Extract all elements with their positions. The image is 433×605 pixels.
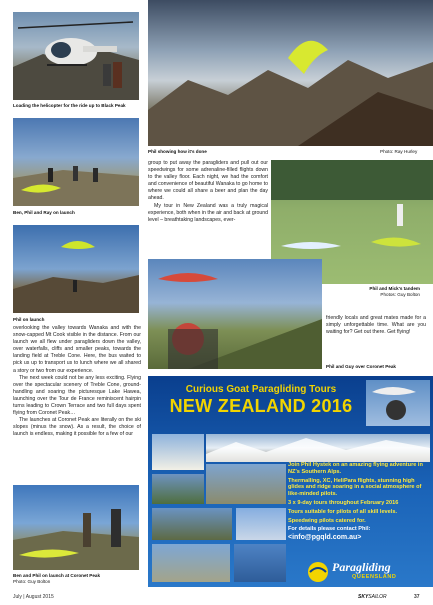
helicopter-illustration: [13, 12, 139, 100]
brand-sailor: SAILOR: [368, 594, 387, 600]
ad-photo-goat: [366, 380, 430, 426]
photo-phil-showing: [148, 0, 433, 146]
credit-guy-2: Photo: Guy Bolton: [13, 579, 51, 584]
launch-scene: [13, 118, 139, 206]
ad-photo-glider-3: [236, 508, 286, 540]
footer-issue-date: July | August 2015: [13, 594, 54, 600]
caption-phil-launch: Phil on launch: [13, 317, 45, 322]
caption-phil-showing: Phil showing how it's done: [148, 149, 207, 154]
brand-sky: SKY: [358, 594, 369, 600]
caption-ben-phil-coronet: Ben and Phil on launch at Coronet Peak: [13, 573, 101, 578]
ad-title-nz: NEW ZEALAND 2016: [169, 396, 353, 416]
ad-photo-mountains: [206, 434, 430, 462]
ad-line: 3 x 9-day tours throughout February 2016: [288, 499, 399, 506]
logo-sub-text: QUEENSLAND: [352, 574, 397, 580]
flight-selfie: [148, 259, 322, 369]
logo-main-text: Paragliding: [332, 560, 391, 574]
ad-contact-email[interactable]: <info@pgqld.com.au>: [288, 534, 362, 542]
ad-line: Thermalling, XC, HeliPara flights, stunning high glides and ridge soaring in a social atmosphere of like-minded pilots.: [288, 477, 422, 498]
credit-ray: Photo: Ray Hurley: [380, 149, 418, 154]
paraglider-wing: [288, 41, 328, 74]
ad-copy: [288, 462, 430, 544]
ad-goat-pilot: [366, 380, 430, 426]
ad-photo-glider-1: [152, 474, 204, 504]
caption-phil-guy-coronet: Phil and Guy over Coronet Peak: [326, 364, 396, 369]
ad-mountain-range: [206, 434, 430, 462]
footer-brand: [358, 594, 387, 600]
ad-line: Join Phil Hystek on an amazing flying adventure in NZ's Southern Alps.: [288, 462, 423, 475]
photo-helicopter: [13, 12, 139, 100]
ad-photo-valley: [206, 464, 286, 504]
ad-photo-helicopter: [152, 544, 230, 582]
ad-photo-glider-2: [152, 508, 232, 540]
article-col-right-mid: [326, 315, 426, 336]
article-paragraph: overlooking the valley towards Wanaka and with the snow-capped Mt Cook visible in the distance. From our launch we all flew under paragliders down the valley, over waterfalls, cliffs and smaller peaks, towards the landing field at Treble Cone. Here, the bus waited to pick us up to transport us to lunch where we all shared a story or two from our experience.: [13, 325, 141, 374]
ad-line: Speedwing pilots catered for.: [288, 517, 366, 524]
article-col-right-top: [148, 160, 268, 224]
photo-phil-guy-coronet: [148, 259, 322, 369]
mountain-scene: [148, 0, 433, 146]
caption-tandem: Phil and Mick's tandem: [369, 286, 420, 291]
article-paragraph: friendly locals and great mates made for a simply unforgettable time. What are you waiting for? Get out there. Get flying!: [326, 315, 426, 336]
ad-title-tours: Curious Goat Paragliding Tours: [185, 384, 337, 395]
tour-advertisement: [148, 376, 433, 587]
launch-scene-2: [13, 225, 139, 313]
article-paragraph: group to put away the paragliders and pull out our speedwings for some adrenaline-filled flights down to the valley floor. Each night, we had the comfort and convenience of beautiful Wanaka to go home to where we could all share a beer and plan the day ahead.: [148, 160, 268, 202]
credit-guy-1: Photos: Guy Bolton: [380, 292, 420, 297]
caption-ben-phil-ray: Ben, Phil and Ray on launch: [13, 210, 75, 215]
coronet-launch-scene: [13, 485, 139, 570]
logo-mark-icon: [306, 560, 330, 584]
page-number: 37: [414, 594, 420, 600]
caption-helicopter: Loading the helicopter for the ride up to Black Peak: [13, 103, 126, 108]
article-paragraph: The next week could not be any less exciting. Flying over the spectacular scenery of Treble Cone, ground-handling and soaring the picturesque Lake Hawea, launching over the Tour de France reminiscent hairpin turns leading to Crown Terrace and two full days spent flying from Coronet Peak…: [13, 374, 141, 417]
photo-ben-phil-ray: [13, 118, 139, 206]
ad-photo-sunset: [152, 434, 204, 470]
photo-phil-launch: [13, 225, 139, 313]
ad-line: Tours suitable for pilots of all skill levels.: [288, 508, 398, 515]
photo-ben-phil-coronet: [13, 485, 139, 570]
article-paragraph: The launches at Coronet Peak are literally on the ski slopes (minus the snow). As a result, the choice of launch is endless, making it possible for a few of our: [13, 417, 141, 438]
ad-contact-label: For details please contact Phil:: [288, 526, 371, 533]
ad-photo-lake: [234, 544, 286, 582]
paragliding-queensland-logo: [306, 560, 430, 584]
article-paragraph: My tour in New Zealand was a truly magical experience, both when in the air and back at ground level – breathtaking landscapes, ever-: [148, 202, 268, 223]
article-col-left: [13, 325, 141, 439]
